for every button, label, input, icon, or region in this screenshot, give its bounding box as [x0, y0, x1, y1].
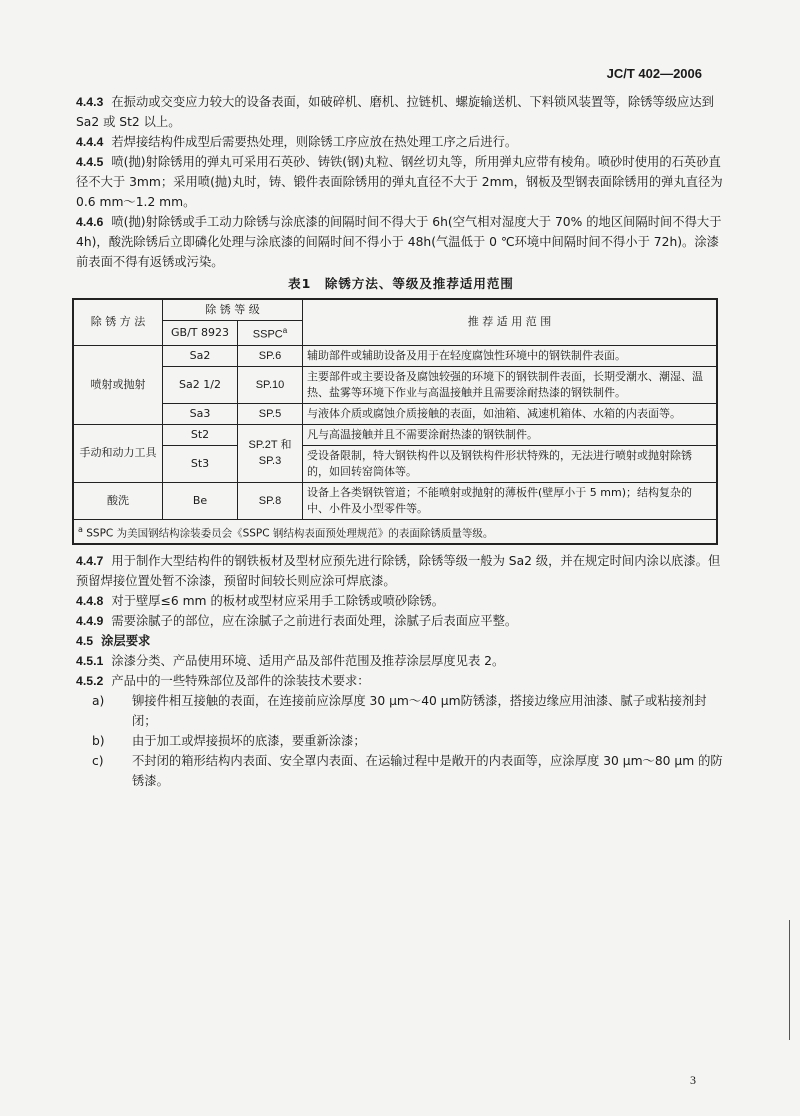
clause-4-5-1: [76, 651, 726, 671]
application-cell: 凡与高温接触并且不需要涂耐热漆的钢铁制件。: [303, 424, 718, 445]
clause-4-4-4: [76, 132, 726, 152]
clause-4-4-5: [76, 152, 726, 212]
clause-4-5-2: [76, 671, 726, 691]
clause-number: 4.5: [76, 634, 94, 649]
clause-number: 4.5.1: [76, 654, 104, 669]
header-grade: 除 锈 等 级: [163, 299, 303, 321]
clause-number: 4.4.5: [76, 155, 104, 169]
clause-number: 4.4.4: [76, 135, 104, 149]
clause-text: 喷(抛)射除锈用的弹丸可采用石英砂、铸铁(钢)丸粒、钢丝切丸等，所用弹丸应带有棱角。喷砂时使用的石英砂直径不大于 3mm；采用喷(抛)丸时，铸、锻件表面除锈用的弹丸直径不大于 2mm，钢板及型钢表面除锈用的弹丸直径为 0.6 mm～1.2 mm。: [76, 155, 723, 209]
scan-edge-line: [789, 920, 790, 1040]
page-number: 3: [690, 1073, 696, 1087]
sspc-cell: SP.10: [238, 366, 303, 403]
table-footnote-row: [73, 519, 717, 544]
method-cell: 喷射或抛射: [73, 345, 163, 424]
rust-removal-table: [72, 298, 718, 545]
clause-text: 涂漆分类、产品使用环境、适用产品及部件范围及推荐涂层厚度见表 2。: [111, 654, 505, 669]
gb-cell: St3: [163, 445, 238, 482]
clause-4-4-7: [76, 551, 726, 591]
clause-text: 用于制作大型结构件的钢铁板材及型材应预先进行除锈，除锈等级一般为 Sa2 级，并在规定时间内涂以底漆。但预留焊接位置处暂不涂漆，预留时间较长则应涂可焊底漆。: [76, 554, 721, 589]
sspc-cell: SP.6: [238, 345, 303, 366]
clause-number: 4.5.2: [76, 674, 104, 689]
gb-cell: Sa2 1/2: [163, 366, 238, 403]
gb-cell: Sa2: [163, 345, 238, 366]
header-application: 推 荐 适 用 范 围: [303, 299, 718, 345]
clause-text: 喷(抛)射除锈或手工动力除锈与涂底漆的间隔时间不得大于 6h(空气相对湿度大于 70% 的地区间隔时间不得大于 4h)，酸洗除锈后立即磷化处理与涂底漆的间隔时间不得小于 48h(气温低于 0 ℃环境中间隔时间不得小于 72h)。涂漆前表面不得有返锈或污染。: [76, 215, 722, 269]
sspc-cell: SP.5: [238, 403, 303, 424]
list-text: 由于加工或焊接损坏的底漆，要重新涂漆；: [132, 734, 366, 749]
application-cell: 设备上各类钢铁管道；不能喷射或抛射的薄板件(壁厚小于 5 mm)；结构复杂的中、小件及小型零件等。: [303, 482, 718, 519]
list-label: a): [92, 694, 105, 709]
application-cell: 与液体介质或腐蚀介质接触的表面，如油箱、减速机箱体、水箱的内表面等。: [303, 403, 718, 424]
clause-4-4-3: [76, 92, 726, 132]
list-item: [76, 731, 726, 751]
clause-text: 需要涂腻子的部位，应在涂腻子之前进行表面处理，涂腻子后表面应平整。: [111, 614, 518, 629]
application-cell: 主要部件或主要设备及腐蚀较强的环境下的钢铁制件表面，长期受潮水、潮湿、温热、盐雾等环境下作业与高温接触并且需要涂耐热漆的钢铁制件。: [303, 366, 718, 403]
clause-number: 4.4.7: [76, 554, 104, 569]
gb-cell: Sa3: [163, 403, 238, 424]
page-content: [76, 92, 726, 791]
clause-text: 在振动或交变应力较大的设备表面，如破碎机、磨机、拉链机、螺旋输送机、下料锁风装置等，除锈等级应达到 Sa2 或 St2 以上。: [76, 95, 714, 129]
clause-4-4-9: [76, 611, 726, 631]
clause-4-4-8: [76, 591, 726, 611]
clause-number: 4.4.6: [76, 215, 104, 229]
clause-number: 4.4.8: [76, 594, 104, 609]
clause-text: 对于壁厚≤6 mm 的板材或型材应采用手工除锈或喷砂除锈。: [111, 594, 445, 609]
section-title: 涂层要求: [101, 634, 151, 649]
sspc-cell: SP.8: [238, 482, 303, 519]
clause-number: 4.4.9: [76, 614, 104, 629]
header-method: 除 锈 方 法: [73, 299, 163, 345]
method-cell: 酸洗: [73, 482, 163, 519]
table-row: [73, 445, 717, 482]
method-cell: 手动和动力工具: [73, 424, 163, 482]
table-row: [73, 482, 717, 519]
clause-text: 若焊接结构件成型后需要热处理，则除锈工序应放在热处理工序之后进行。: [111, 135, 518, 149]
table-row: [73, 403, 717, 424]
sspc-cell: SP.2T 和 SP.3: [238, 424, 303, 482]
section-4-5-heading: [76, 631, 726, 651]
application-cell: 辅助部件或辅助设备及用于在轻度腐蚀性环境中的钢铁制件表面。: [303, 345, 718, 366]
table-footnote: $^a$ SSPC 为美国钢结构涂装委员会《SSPC 钢结构表面预处理规范》的表面除锈质量等级。: [73, 519, 717, 544]
list-label: b): [92, 734, 105, 749]
list-item: [76, 751, 726, 791]
list-text: 铆接件相互接触的表面，在连接前应涂厚度 30 μm～40 μm防锈漆，搭接边缘应用油漆、腻子或粘接剂封闭；: [132, 694, 707, 729]
list-label: c): [92, 754, 104, 769]
table-title: 表1 除锈方法、等级及推荐适用范围: [288, 276, 514, 291]
table-header-row: [73, 299, 717, 321]
gb-cell: Be: [163, 482, 238, 519]
header-sspc: SSPC$^a$: [238, 321, 303, 346]
list-item: [76, 691, 726, 731]
list-text: 不封闭的箱形结构内表面、安全罩内表面、在运输过程中是敞开的内表面等，应涂厚度 30 μm～80 μm 的防锈漆。: [132, 754, 723, 789]
clause-4-4-6: [76, 212, 726, 272]
application-cell: 受设备限制，特大钢铁构件以及钢铁构件形状特殊的，无法进行喷射或抛射除锈的，如回转窑筒体等。: [303, 445, 718, 482]
table-row: [73, 345, 717, 366]
clause-number: 4.4.3: [76, 95, 104, 109]
clause-text: 产品中的一些特殊部位及部件的涂装技术要求：: [111, 674, 370, 689]
header-gb: GB/T 8923: [163, 321, 238, 346]
table-row: [73, 424, 717, 445]
table-row: [73, 366, 717, 403]
standard-code: JC/T 402—2006: [606, 66, 702, 81]
gb-cell: St2: [163, 424, 238, 445]
